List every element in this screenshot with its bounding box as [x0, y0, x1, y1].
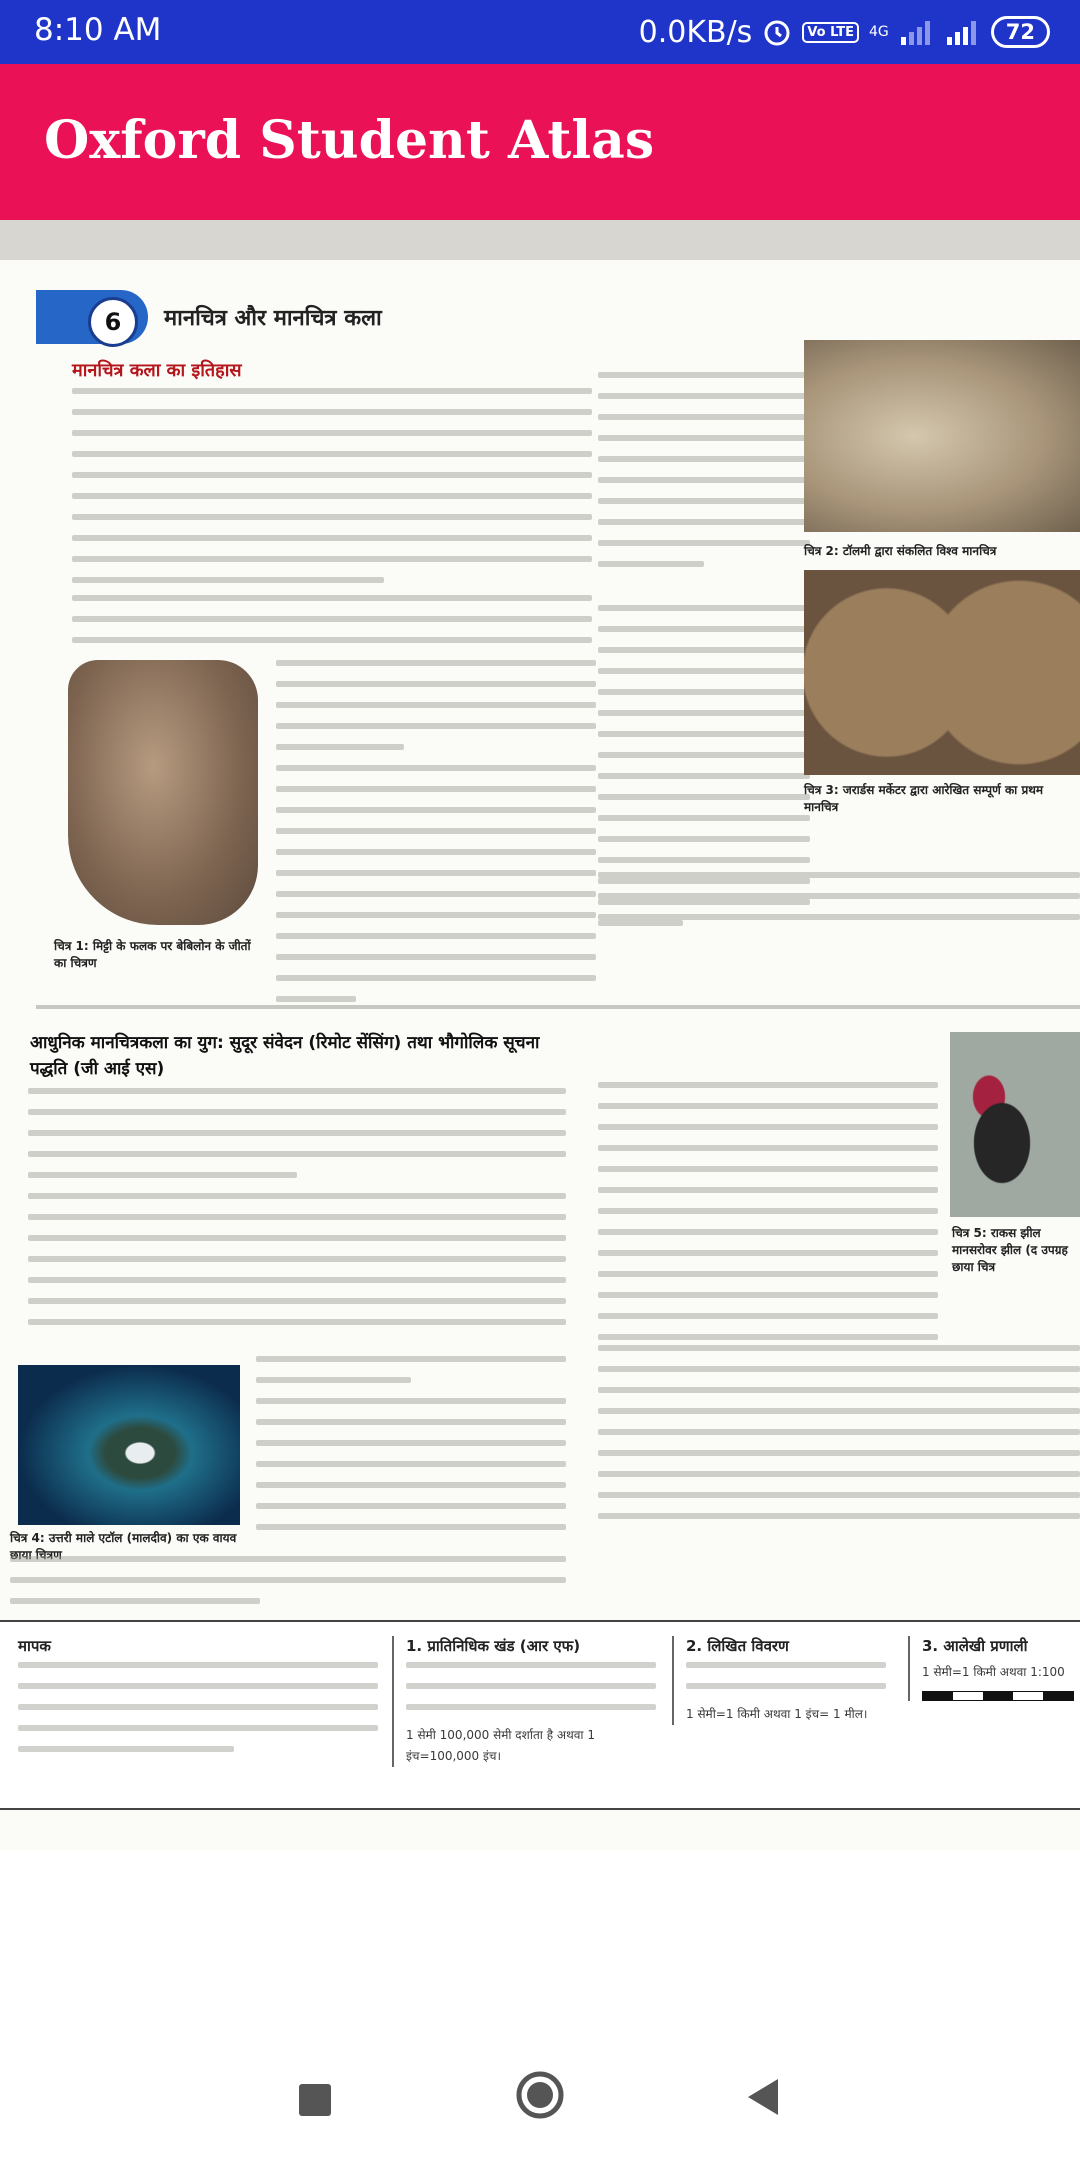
- status-time: 8:10 AM: [34, 12, 162, 48]
- back-triangle-icon: [742, 2075, 782, 2119]
- scale-rf-title: 1. प्रातिनिधिक खंड (आर एफ): [406, 1637, 581, 1655]
- figure-caption-3: चित्र 3: जरार्डस मर्केटर द्वारा आरेखित सम्पूर्ण का प्रथम मानचित्र: [804, 783, 1044, 814]
- section-heading-history: मानचित्र कला का इतिहास: [72, 360, 242, 381]
- chapter-number: 6: [88, 297, 138, 347]
- network-speed: 0.0KB/s: [638, 14, 753, 50]
- app-bar: [0, 64, 1080, 220]
- app-title: Oxford Student Atlas: [44, 110, 655, 171]
- status-bar: [0, 0, 1080, 64]
- system-nav-bar: [0, 2030, 1080, 2160]
- body-text-block: [28, 1088, 566, 1340]
- scale-intro-column: [18, 1636, 383, 1767]
- history-section: [36, 260, 1080, 1009]
- body-text-block: [276, 660, 596, 1017]
- scale-graphic-column: [908, 1636, 1080, 1701]
- body-text-block: [256, 1356, 566, 1545]
- scale-graphic-example: 1 सेमी=1 किमी अथवा 1:100: [922, 1665, 1065, 1679]
- battery-icon: 72: [991, 16, 1050, 48]
- body-text-block: [72, 595, 592, 658]
- scale-written-column: [672, 1636, 906, 1725]
- signal-icon-2: [945, 17, 981, 47]
- network-type-label: 4G: [869, 24, 889, 40]
- scale-box-title: मापक: [18, 1637, 51, 1655]
- figure-caption-4: चित्र 4: उत्तरी माले एटॉल (मालदीव) का एक वायव छाया चित्रण: [10, 1531, 237, 1562]
- figure-ptolemy-map: [804, 340, 1080, 532]
- home-circle-icon: [515, 2070, 565, 2120]
- recents-button[interactable]: [290, 2075, 340, 2125]
- body-text-block: [598, 872, 1080, 935]
- alarm-icon: [762, 17, 792, 47]
- body-text-block: [598, 1082, 938, 1355]
- scale-info-box: [0, 1620, 1080, 1810]
- volte-icon: Vo LTE: [802, 22, 859, 43]
- figure-mercator-map: [804, 570, 1080, 775]
- figure-clay-tablet: [68, 660, 258, 925]
- scale-written-title: 2. लिखित विवरण: [686, 1637, 789, 1655]
- body-text-block: [598, 1345, 1080, 1534]
- figure-caption-1: चित्र 1: मिट्टी के फलक पर बेबिलोन के जीतों का चित्रण: [54, 939, 251, 970]
- chapter-title: मानचित्र और मानचित्र कला: [164, 306, 382, 331]
- square-icon: [299, 2084, 331, 2116]
- status-icons: [639, 8, 1050, 56]
- figure-caption-2: चित्र 2: टॉलमी द्वारा संकलित विश्व मानचित्र: [804, 544, 997, 558]
- figure-caption-5: चित्र 5: राकस झील मानसरोवर झील (द उपग्रह छाया चित्र: [952, 1226, 1068, 1274]
- body-text-block: [598, 372, 810, 582]
- scale-rf-column: [392, 1636, 666, 1767]
- home-button[interactable]: [515, 2070, 565, 2120]
- scale-written-example: 1 सेमी=1 किमी अथवा 1 इंच= 1 मील।: [686, 1707, 868, 1721]
- atlas-page-image[interactable]: [0, 220, 1080, 1850]
- back-button[interactable]: [742, 2075, 792, 2125]
- page-paper: [0, 260, 1080, 1850]
- signal-icon: [899, 17, 935, 47]
- figure-atoll-image: [18, 1365, 240, 1525]
- scale-graphic-title: 3. आलेखी प्रणाली: [922, 1637, 1028, 1655]
- figure-lake-image: [950, 1032, 1080, 1217]
- body-text-block: [72, 388, 592, 598]
- body-text-block: [10, 1556, 566, 1619]
- section-heading-modern: आधुनिक मानचित्रकला का युग: सुदूर संवेदन (रिमोट सेंसिंग) तथा भौगोलिक सूचना पद्धति (जी आई एस): [30, 1033, 540, 1079]
- scale-rf-example: 1 सेमी 100,000 सेमी दर्शाता है अथवा 1 इंच=100,000 इंच।: [406, 1728, 595, 1763]
- scale-bar: [922, 1691, 1074, 1701]
